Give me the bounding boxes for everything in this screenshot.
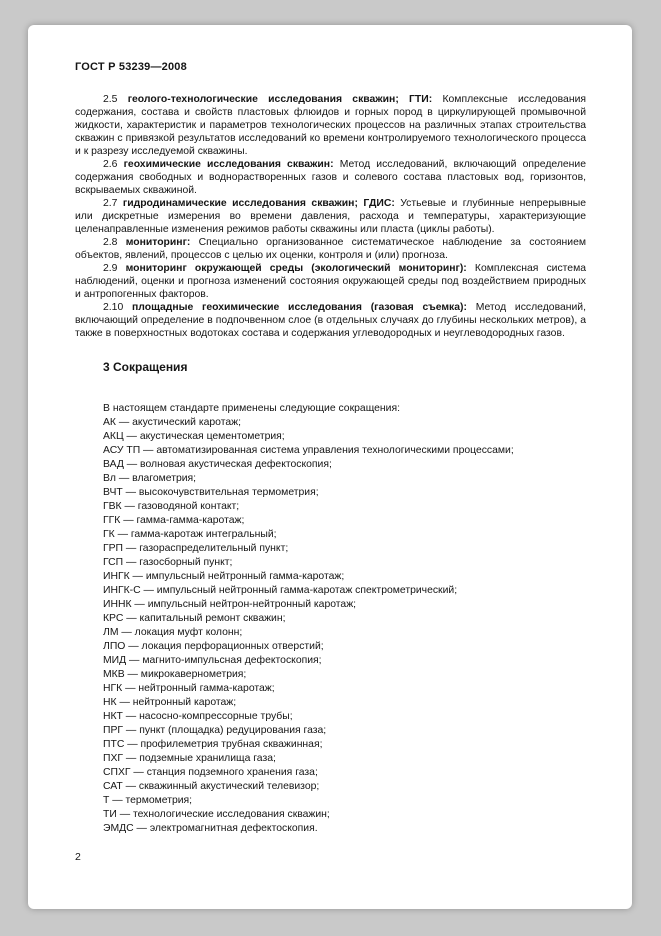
definition-2-9 <box>75 262 586 301</box>
definition-number: 2.10 <box>103 302 124 313</box>
definition-number: 2.5 <box>103 94 118 105</box>
definition-number: 2.9 <box>103 263 118 274</box>
abbreviation-item: АСУ ТП — автоматизированная система управления технологическими процессами; <box>103 445 514 456</box>
definition-text: Устьевые и глубинные непрерывные или дискретные измерения во времени давления, расхода и температуры, характеризующие целенаправленные изменения режимов работы скважины или пласта (циклы работы). <box>75 198 587 235</box>
abbreviation-item: АКЦ — акустическая цементометрия; <box>103 431 285 442</box>
abbreviations-intro: В настоящем стандарте применены следующие сокращения: <box>103 403 400 414</box>
abbreviation-item: НГК — нейтронный гамма-каротаж; <box>103 683 275 694</box>
abbreviation-item: Вл — влагометрия; <box>103 473 197 484</box>
definition-text: Специально организованное систематическое наблюдение за состоянием объектов, явлений, процессов с целью их оценки, контроля и (или) прогноза. <box>75 237 586 261</box>
abbreviation-item: МКВ — микрокавернометрия; <box>103 669 247 680</box>
abbreviation-item: ЛМ — локация муфт колонн; <box>103 627 243 638</box>
definition-number: 2.7 <box>103 198 118 209</box>
abbreviation-item: ТИ — технологические исследования скважин; <box>103 809 330 820</box>
abbreviation-item: МИД — магнито-импульсная дефектоскопия; <box>103 655 322 666</box>
definition-2-7 <box>75 197 586 236</box>
abbreviation-item: ЛПО — локация перфорационных отверстий; <box>103 641 324 652</box>
abbreviation-item: ГВК — газоводяной контакт; <box>103 501 240 512</box>
abbreviation-item: Т — термометрия; <box>103 795 193 806</box>
abbreviation-item: НК — нейтронный каротаж; <box>103 697 237 708</box>
definition-term: геохимические исследования скважин: <box>123 159 334 170</box>
page-number: 2 <box>75 851 81 863</box>
definition-term: мониторинг: <box>125 237 191 248</box>
abbreviation-item: НКТ — насосно-компрессорные трубы; <box>103 711 293 722</box>
abbreviation-item: ПТС — профилеметрия трубная скважинная; <box>103 739 323 750</box>
abbreviation-item: ЭМДС — электромагнитная дефектоскопия. <box>103 823 318 834</box>
abbreviation-item: ВЧТ — высокочувствительная термометрия; <box>103 487 319 498</box>
abbreviation-item: ГСП — газосборный пункт; <box>103 557 233 568</box>
definition-term: геолого-технологические исследования скважин; ГТИ: <box>127 94 433 105</box>
definition-number: 2.8 <box>103 237 118 248</box>
abbreviation-item: САТ — скважинный акустический телевизор; <box>103 781 320 792</box>
abbreviation-item: ПХГ — подземные хранилища газа; <box>103 753 276 764</box>
definition-text: Комплексные исследования содержания, состава и свойств пластовых флюидов и горных пород в циркулирующей промывочной жидкости, характеристик и параметров технологических процессов на различных этапах строительства скважин с привязкой результатов исследований ко времени контролируемого технологического процесса и к разрезу исследуемой скважины. <box>75 94 586 157</box>
abbreviation-item: КРС — капитальный ремонт скважин; <box>103 613 286 624</box>
definition-number: 2.6 <box>103 159 118 170</box>
definition-text: Комплексная система наблюдений, оценки и прогноза изменений состояния окружающей среды под воздействием природных и антропогенных факторов. <box>75 263 587 300</box>
definition-2-6 <box>75 158 586 197</box>
abbreviation-item: СПХГ — станция подземного хранения газа; <box>103 767 318 778</box>
abbreviation-item: ИННК — импульсный нейтрон-нейтронный каротаж; <box>103 599 357 610</box>
abbreviation-item: ГРП — газораспределительный пункт; <box>103 543 289 554</box>
document-page <box>28 25 632 909</box>
abbreviation-item: ГК — гамма-каротаж интегральный; <box>103 529 277 540</box>
definition-text: Метод исследований, включающий определение содержания свободных и воднорастворенных газов и солевого состава пластовых вод, горизонтов, вскрываемых скважиной. <box>75 159 587 196</box>
definition-term: гидродинамические исследования скважин; ГДИС: <box>122 198 395 209</box>
definition-2-8 <box>75 236 586 262</box>
definition-2-10 <box>75 301 586 340</box>
definition-term: мониторинг окружающей среды (экологический мониторинг): <box>125 263 467 274</box>
abbreviation-item: ИНГК — импульсный нейтронный гамма-каротаж; <box>103 571 345 582</box>
abbreviation-item: ВАД — волновая акустическая дефектоскопия; <box>103 459 332 470</box>
section-title-abbreviations: 3 Сокращения <box>103 360 188 374</box>
document-header: ГОСТ Р 53239—2008 <box>75 61 187 73</box>
abbreviations-list <box>103 416 586 836</box>
abbreviation-item: АК — акустический каротаж; <box>103 417 241 428</box>
abbreviation-item: ПРГ — пункт (площадка) редуцирования газа; <box>103 725 327 736</box>
definition-text: Метод исследований, включающий определение в подпочвенном слое (в отдельных случаях до глубины нескольких метров), а также в поверхностных водотоках состава и содержания углеводородных и неуглеводородных газов. <box>75 302 586 339</box>
definition-2-5 <box>75 93 586 158</box>
definition-term: площадные геохимические исследования (газовая съемка): <box>132 302 467 313</box>
abbreviation-item: ГГК — гамма-гамма-каротаж; <box>103 515 245 526</box>
abbreviation-item: ИНГК-С — импульсный нейтронный гамма-каротаж спектрометрический; <box>103 585 458 596</box>
